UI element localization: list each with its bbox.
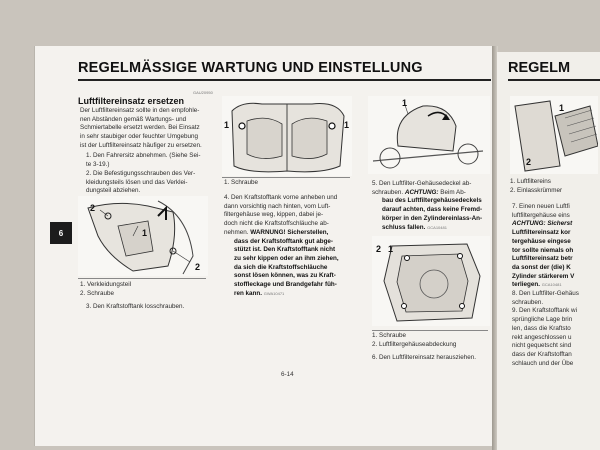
step-4: 4. Den Kraftstofftank vorne anheben und dann vorsichtig nach hinten, vom Luft- filtergehäuse weg, kippen, dabei je- doch nicht die Kraftstoffschläuche ab- nehmen. WARNUNG! Sicherstellen, dass der Kraftstofftank gut abge- stützt ist. Den Kraftstofftank nicht zu sehr kippen oder an ihm ziehen, da sich die Kraftstoffschläuche sonst lösen können, was zu Kraft- stoffleckage und Brandgefahr füh- ren kann. GWA10471 <box>224 194 339 297</box>
page-number: 6-14 <box>281 371 294 378</box>
callout-1: 1 <box>559 103 565 113</box>
legend-divider <box>78 278 206 279</box>
figure-tank-tilted <box>368 96 490 174</box>
step-1: 1. Den Fahrersitz abnehmen. (Siehe Sei- te 3-19.) <box>86 152 201 168</box>
callout-2: 2 <box>526 157 532 167</box>
callout-2: 2 <box>90 203 96 213</box>
callout-1: 1 <box>344 120 350 130</box>
chapter-tab: 6 <box>50 222 72 244</box>
figure-1-legend: 1. Verkleidungsteil 2. Schraube <box>80 281 132 297</box>
right-page-title: REGELM <box>508 60 571 76</box>
right-title-rule <box>508 79 600 81</box>
reference-code: GAU20950 <box>193 90 213 95</box>
intro-paragraph: Der Luftfiltereinsatz sollte in den empfohle- nen Abständen gemäß Wartungs- und Schmiertabelle ersetzt werden. Bei Einsatz in sehr staubiger oder feuchter Umgebung ist der Luftfiltereinsatz häufiger zu ersetzen. <box>80 107 202 149</box>
page-title: REGELMÄSSIGE WARTUNG UND EINSTELLUNG <box>78 60 423 76</box>
title-rule <box>78 79 491 81</box>
fuel-tank-drawing <box>222 96 352 176</box>
figure-4-legend: 1. Schraube 2. Luftfiltergehäuseabdeckung <box>372 332 457 348</box>
figure-filter-insert <box>510 96 598 174</box>
section-title: Luftfiltereinsatz ersetzen <box>78 96 185 106</box>
filter-insert-drawing <box>510 96 598 174</box>
callout-1: 1 <box>224 120 230 130</box>
step-3: 3. Den Kraftstofftank losschrauben. <box>86 303 185 310</box>
step-6: 6. Den Luftfiltereinsatz herausziehen. <box>372 354 476 361</box>
callout-2: 2 <box>376 244 382 254</box>
right-page-steps: 7. Einen neuen Luftfi luftfiltergehäuse eins ACHTUNG: Sicherst Luftfiltereinsatz kor tergehäuse eingese tor sollte niemals oh Luftfiltereinsatz betr da sonst der (die) K Zylinder stärkerem V terliegen. GCA10481 8. Den Luftfilter-Gehäus schrauben. 9. Den Kraftstofftank wi sprüngliche Lage brin len, dass die Kraftsto rekt angeschlossen u nicht gequetscht sind dass der Kraftstofftan schlauch und der Übe <box>512 203 579 367</box>
figure-fuel-tank <box>222 96 352 176</box>
callout-2: 2 <box>195 262 201 272</box>
callout-1: 1 <box>388 244 394 254</box>
right-figure-legend: 1. Luftfiltereins 2. Einlasskrümmer <box>510 178 563 194</box>
callout-1: 1 <box>142 228 148 238</box>
figure-2-legend: 1. Schraube <box>224 179 258 186</box>
callout-1: 1 <box>402 98 408 108</box>
legend-divider <box>222 177 350 178</box>
tank-tilted-drawing <box>368 96 490 174</box>
step-2: 2. Die Befestigungsschrauben des Ver- kleidungsteils lösen und das Verklei- dungsteil abziehen. <box>86 170 196 195</box>
step-5: 5. Den Luftfilter-Gehäusedeckel ab- schrauben. ACHTUNG: Beim Ab- bau des Luftfiltergehäusedeckels darauf achten, dass keine Fremd- körper in den Zylindereinlass-An- schluss fallen. GCA10481 <box>372 180 483 231</box>
legend-divider <box>372 330 488 331</box>
